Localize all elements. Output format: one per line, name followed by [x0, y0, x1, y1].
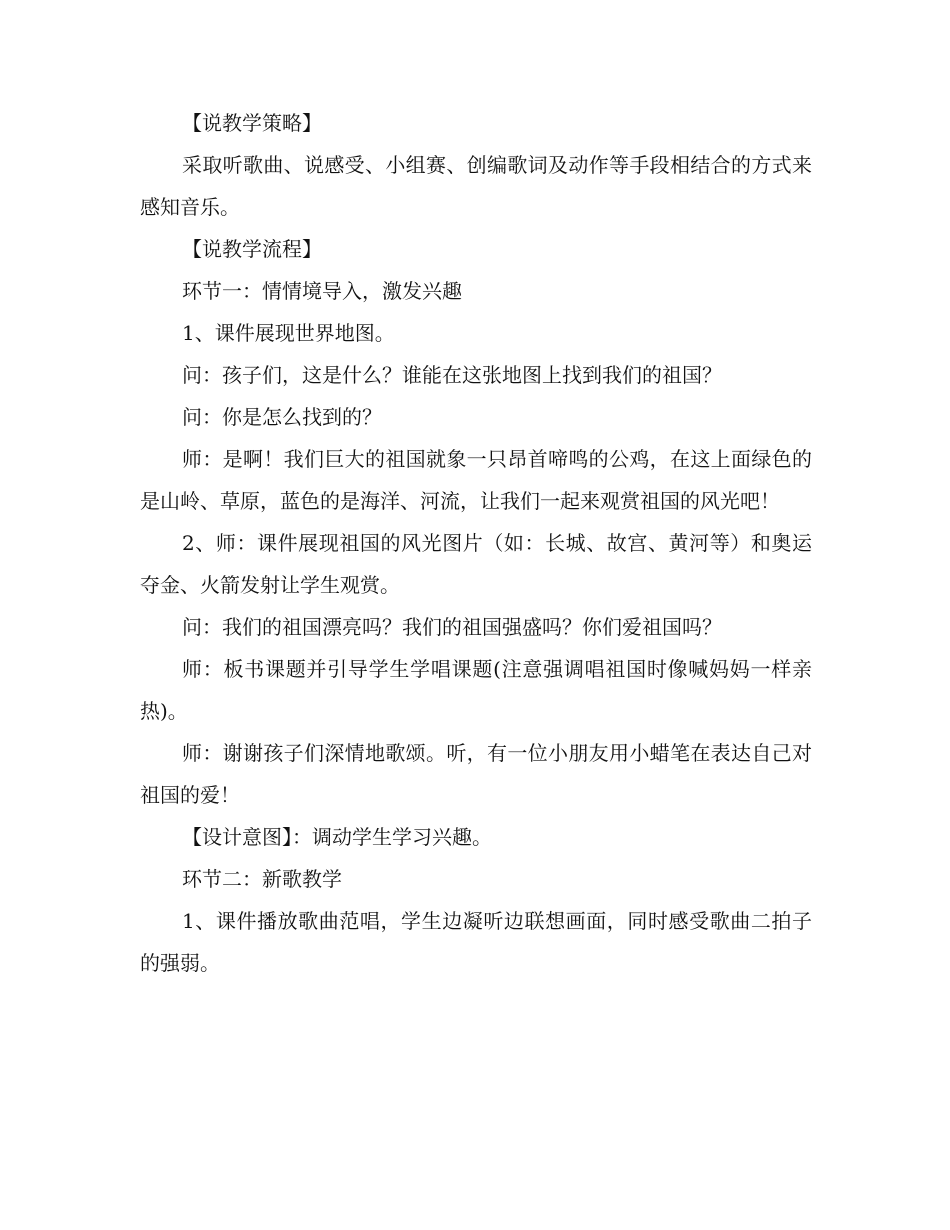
paragraph-stage-one: 环节一：情情境导入，激发兴趣	[182, 279, 462, 303]
paragraph-process-heading: 【说教学流程】	[182, 237, 322, 261]
paragraph-question-3: 问：我们的祖国漂亮吗？我们的祖国强盛吗？你们爱祖国吗？	[182, 615, 722, 639]
paragraph-teacher-1: 师：是啊！我们巨大的祖国就象一只昂首啼鸣的公鸡，在这上面绿色的是山岭、草原，蓝色的是海洋、河流，让我们一起来观赏祖国的风光吧！	[140, 447, 812, 513]
paragraph-step-3: 1、课件播放歌曲范唱，学生边凝听边联想画面，同时感受歌曲二拍子的强弱。	[140, 909, 812, 975]
paragraph-question-2: 问：你是怎么找到的？	[182, 405, 382, 429]
paragraph-strategy-text: 采取听歌曲、说感受、小组赛、创编歌词及动作等手段相结合的方式来感知音乐。	[140, 153, 812, 219]
paragraph-design-intent: 【设计意图】：调动学生学习兴趣。	[182, 825, 492, 849]
paragraph-step-2: 2、师：课件展现祖国的风光图片（如：长城、故宫、黄河等）和奥运夺金、火箭发射让学生观赏。	[140, 531, 812, 597]
paragraph-strategy-heading: 【说教学策略】	[182, 111, 322, 135]
paragraph-stage-two: 环节二：新歌教学	[182, 867, 342, 891]
document-body	[140, 102, 812, 984]
paragraph-step-1: 1、课件展现世界地图。	[182, 321, 395, 345]
paragraph-teacher-2: 师：板书课题并引导学生学唱课题(注意强调唱祖国时像喊妈妈一样亲热)。	[140, 657, 812, 723]
paragraph-question-1: 问：孩子们，这是什么？谁能在这张地图上找到我们的祖国？	[182, 363, 722, 387]
paragraph-teacher-3: 师：谢谢孩子们深情地歌颂。听，有一位小朋友用小蜡笔在表达自己对祖国的爱！	[140, 741, 812, 807]
